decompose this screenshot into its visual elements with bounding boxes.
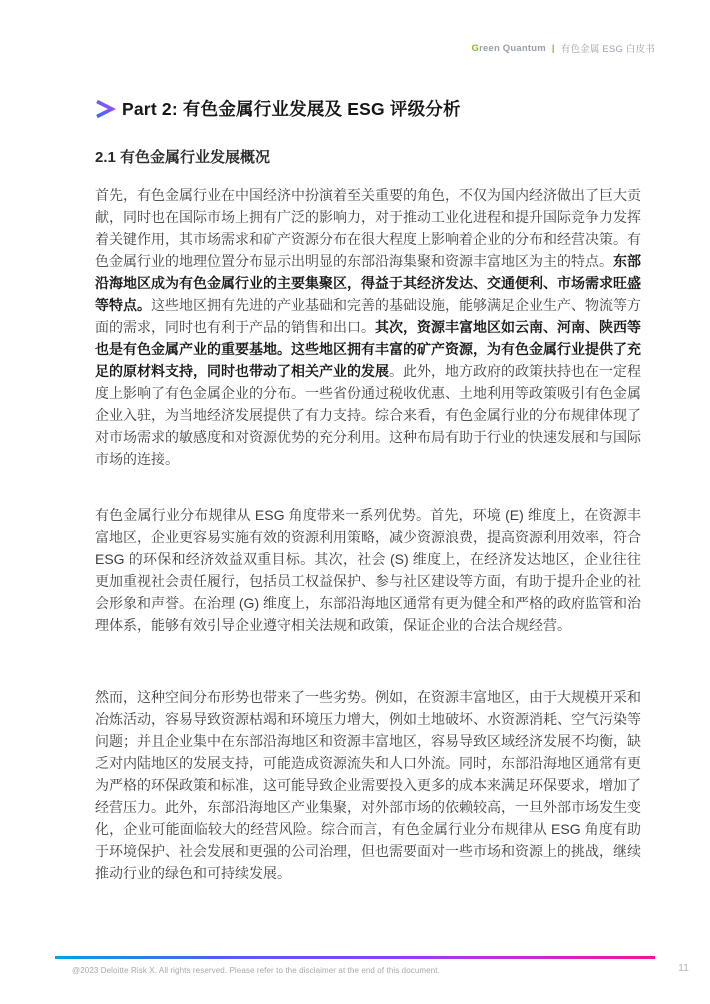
header-doc-title: 有色金属 ESG 白皮书 bbox=[560, 44, 655, 55]
page-header bbox=[471, 41, 655, 55]
body-text bbox=[95, 184, 641, 884]
chevron-right-icon bbox=[94, 99, 116, 119]
text-segment: 然而，这种空间分布形势也带来了一些劣势。例如，在资源丰富地区，由于大规模开采和冶炼活动，容易导致资源枯竭和环境压力增大，例如土地破坏、水资源消耗、空气污染等问题；并且企业集中在东部沿海地区和资源丰富地区，容易导致区域经济发展不均衡，缺乏对内陆地区的发展支持，可能造成资源流失和人口外流。同时，东部沿海地区通常有更为严格的环保政策和标准，这可能导致企业需要投入更多的成本来满足环保要求，增加了经营压力。此外，东部沿海地区产业集聚，对外部市场的依赖较高，一旦外部市场发生变化，企业可能面临较大的经营风险。综合而言，有色金属行业分布规律从 ESG 角度有助于环境保护、社会发展和更强的公司治理，但也需要面对一些市场和资源上的挑战，继续推动行业的绿色和可持续发展。 bbox=[95, 689, 641, 881]
footer-copyright: @2023 Deloitte Risk X. All rights reserved. Please refer to the disclaimer at the end of this document. bbox=[72, 966, 440, 975]
bold-text-segment: 东部沿海地区成为有色金属行业的主要集聚区，得益于其经济发达、交通便利、市场需求旺盛等特点。 bbox=[95, 253, 641, 313]
paragraph bbox=[95, 184, 641, 470]
part-title-row bbox=[94, 96, 461, 121]
text-segment: 有色金属行业分布规律从 ESG 角度带来一系列优势。首先，环境 (E) 维度上，在资源丰富地区，企业更容易实施有效的资源利用策略，减少资源浪费，提高资源利用效率，符合 ESG 的环保和经济效益双重目标。其次，社会 (S) 维度上，在经济发达地区，企业往往更加重视社会责任履行，包括员工权益保护、参与社区建设等方面，有助于提升企业的社会形象和声誉。在治理 (G) 维度上，东部沿海地区通常有更为健全和严格的政府监管和治理体系，能够有效引导企业遵守相关法规和政策，保证企业的合法合规经营。 bbox=[95, 507, 641, 633]
footer-gradient-bar bbox=[55, 956, 655, 959]
page-number: 11 bbox=[678, 962, 689, 974]
paragraph bbox=[95, 686, 641, 884]
paragraph bbox=[95, 504, 641, 636]
text-segment: 。此外，地方政府的政策扶持也在一定程度上影响了有色金属企业的分布。一些省份通过税收优惠、土地利用等政策吸引有色金属企业入驻，为当地经济发展提供了有力支持。综合来看，有色金属行业的分布规律体现了对市场需求的敏感度和对资源优势的充分利用。这种布局有助于行业的快速发展和与国际市场的连接。 bbox=[95, 363, 641, 467]
section-heading: 2.1 有色金属行业发展概况 bbox=[95, 149, 271, 166]
text-segment: 这些地区拥有先进的产业基础和完善的基础设施，能够满足企业生产、物流等方面的需求，同时也有利于产品的销售和出口。 bbox=[95, 297, 641, 335]
bold-text-segment: 其次，资源丰富地区如云南、河南、陕西等也是有色金属产业的重要基地。这些地区拥有丰富的矿产资源，为有色金属行业提供了充足的原材料支持，同时也带动了相关产业的发展 bbox=[95, 319, 641, 379]
page-title: Part 2: 有色金属行业发展及 ESG 评级分析 bbox=[122, 99, 461, 119]
text-segment: 首先，有色金属行业在中国经济中扮演着至关重要的角色，不仅为国内经济做出了巨大贡献，同时也在国际市场上拥有广泛的影响力，对于推动工业化进程和提升国际竞争力发挥着关键作用，其市场需求和矿产资源分布在很大程度上影响着企业的分布和经营决策。有色金属行业的地理位置分布显示出明显的东部沿海集聚和资源丰富地区为主的特点。 bbox=[95, 187, 641, 269]
header-divider: | bbox=[551, 42, 555, 54]
brand-logo: Green Quantum bbox=[471, 42, 546, 54]
